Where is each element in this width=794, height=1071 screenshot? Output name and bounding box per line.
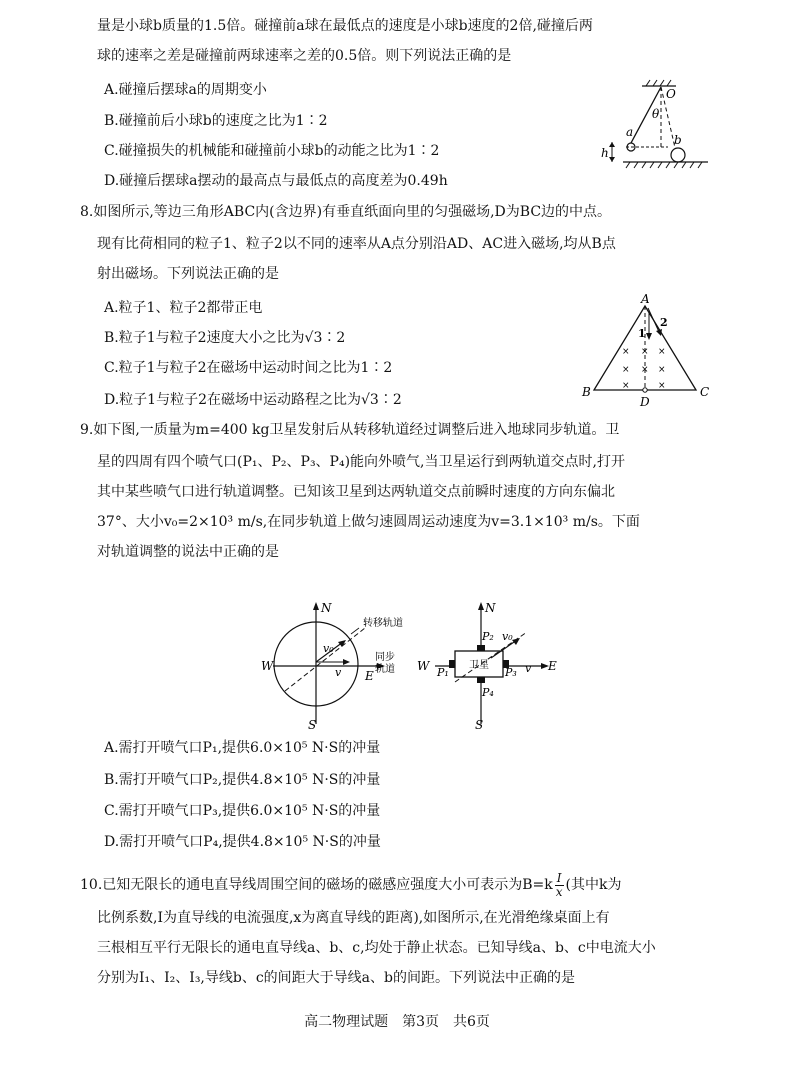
q8-option-d: D.粒子1与粒子2在磁场中运动路程之比为√3∶2 xyxy=(104,392,402,408)
q8-stem-line1: 8.如图所示,等边三角形ABC内(含边界)有垂直纸面向里的匀强磁场,D为BC边的中点。 xyxy=(80,204,612,220)
field-mark: × xyxy=(658,365,666,375)
fraction-numerator: I xyxy=(556,871,562,885)
q10-stem-line1-end: (其中k为 xyxy=(565,877,622,894)
q7-option-a: A.碰撞后摆球a的周期变小 xyxy=(104,82,267,98)
label-W-right: W xyxy=(417,659,430,673)
label-particle-1: 1 xyxy=(638,327,646,340)
label-E-left: E xyxy=(365,669,374,683)
q8-option-c: C.粒子1与粒子2在磁场中运动时间之比为1∶2 xyxy=(104,360,393,376)
q7-stem-line2: 球的速率之差是碰撞前两球速率之差的0.5倍。则下列说法正确的是 xyxy=(97,48,512,64)
ball-b xyxy=(671,148,685,162)
label-a: a xyxy=(626,125,634,139)
q9-option-d: D.需打开喷气口P₄,提供4.8×10⁵ N·S的冲量 xyxy=(104,834,381,850)
label-W-left: W xyxy=(261,659,274,673)
q10-stem-line3: 三根相互平行无限长的通电直导线a、b、c,均处于静止状态。已知导线a、b、c中电流大小 xyxy=(97,940,656,956)
triangle-figure xyxy=(578,290,718,420)
label-N-left: N xyxy=(321,601,332,615)
field-mark: × xyxy=(622,381,630,391)
label-transfer-orbit: 转移轨道 xyxy=(363,618,403,629)
label-B: B xyxy=(582,385,591,399)
fraction-i-over-x xyxy=(555,872,564,899)
label-particle-2: 2 xyxy=(660,316,668,329)
label-satellite: 卫星 xyxy=(469,660,489,671)
q10-stem-line4: 分别为I₁、I₂、I₃,导线b、c的间距大于导线a、b的间距。下列说法中正确的是 xyxy=(97,970,575,986)
q7-stem-line1: 量是小球b质量的1.5倍。碰撞前a球在最低点的速度是小球b速度的2倍,碰撞后两 xyxy=(97,18,593,34)
q9-stem-line2: 星的四周有四个喷气口(P₁、P₂、P₃、P₄)能向外喷气,当卫星运行到两轨道交点时,打开 xyxy=(97,454,625,470)
q8-stem-line3: 射出磁场。下列说法正确的是 xyxy=(97,266,279,282)
label-D: D xyxy=(640,395,650,409)
field-mark: × xyxy=(641,365,649,375)
nozzle-p1 xyxy=(449,660,455,668)
label-S-right: S xyxy=(475,718,484,730)
label-b: b xyxy=(674,133,682,147)
label-P1: P₁ xyxy=(437,666,449,679)
q9-option-c: C.需打开喷气口P₃,提供6.0×10⁵ N·S的冲量 xyxy=(104,803,381,819)
label-C: C xyxy=(700,385,710,399)
q10-stem-line1-start: 10.已知无限长的通电直导线周围空间的磁场的磁感应强度大小可表示为B=k xyxy=(80,877,553,894)
field-mark: × xyxy=(622,365,630,375)
field-mark: × xyxy=(641,347,649,357)
label-v-left: v xyxy=(335,666,342,679)
q7-option-b: B.碰撞前后小球b的速度之比为1∶2 xyxy=(104,113,328,129)
q7-option-c: C.碰撞损失的机械能和碰撞前小球b的动能之比为1∶2 xyxy=(104,143,440,159)
label-sync-orbit-2: 轨道 xyxy=(375,664,395,675)
label-O: O xyxy=(666,87,676,101)
page-footer: 高二物理试题 第3页 共6页 xyxy=(304,1014,490,1030)
q10-stem-line2: 比例系数,I为直导线的电流强度,x为离直导线的距离),如图所示,在光滑绝缘桌面上有 xyxy=(97,910,610,926)
q9-stem-line5: 对轨道调整的说法中正确的是 xyxy=(97,544,279,560)
label-P3: P₃ xyxy=(505,666,517,679)
orbit-figure xyxy=(255,596,565,730)
nozzle-p4 xyxy=(477,677,485,683)
nozzle-p2 xyxy=(477,645,485,651)
label-E-right: E xyxy=(548,659,557,673)
q8-option-a: A.粒子1、粒子2都带正电 xyxy=(104,300,263,316)
label-h: h xyxy=(601,146,609,160)
q9-option-b: B.需打开喷气口P₂,提供4.8×10⁵ N·S的冲量 xyxy=(104,772,381,788)
label-v-right: v xyxy=(525,662,532,675)
field-mark: × xyxy=(622,347,630,357)
label-N-right: N xyxy=(485,601,496,615)
q10-stem-line1 xyxy=(80,872,621,899)
q8-stem-line2: 现有比荷相同的粒子1、粒子2以不同的速率从A点分别沿AD、AC进入磁场,均从B点 xyxy=(97,236,616,252)
label-v0-left: v₀ xyxy=(323,642,334,655)
q9-stem-line1: 9.如下图,一质量为m=400 kg卫星发射后从转移轨道经过调整后进入地球同步轨道。卫 xyxy=(80,422,620,438)
label-A: A xyxy=(641,292,650,306)
label-theta: θ xyxy=(652,107,660,121)
label-P2: P₂ xyxy=(482,630,494,643)
q9-stem-line3: 其中某些喷气口进行轨道调整。已知该卫星到达两轨道交点前瞬时速度的方向东偏北 xyxy=(97,484,615,500)
q7-option-d: D.碰撞后摆球a摆动的最高点与最低点的高度差为0.49h xyxy=(104,173,448,189)
label-v0-right: v₀ xyxy=(502,630,513,643)
fraction-denominator: x xyxy=(555,885,563,900)
label-S-left: S xyxy=(308,718,317,730)
label-P4: P₄ xyxy=(482,686,494,699)
q9-option-a: A.需打开喷气口P₁,提供6.0×10⁵ N·S的冲量 xyxy=(104,740,381,756)
pendulum-figure xyxy=(598,78,713,176)
label-sync-orbit-1: 同步 xyxy=(375,652,395,663)
field-mark: × xyxy=(658,381,666,391)
q9-stem-line4: 37°、大小v₀=2×10³ m/s,在同步轨道上做匀速圆周运动速度为v=3.1×10³ m/s。下面 xyxy=(97,514,640,530)
field-mark: × xyxy=(658,347,666,357)
q8-option-b: B.粒子1与粒子2速度大小之比为√3∶2 xyxy=(104,330,346,346)
